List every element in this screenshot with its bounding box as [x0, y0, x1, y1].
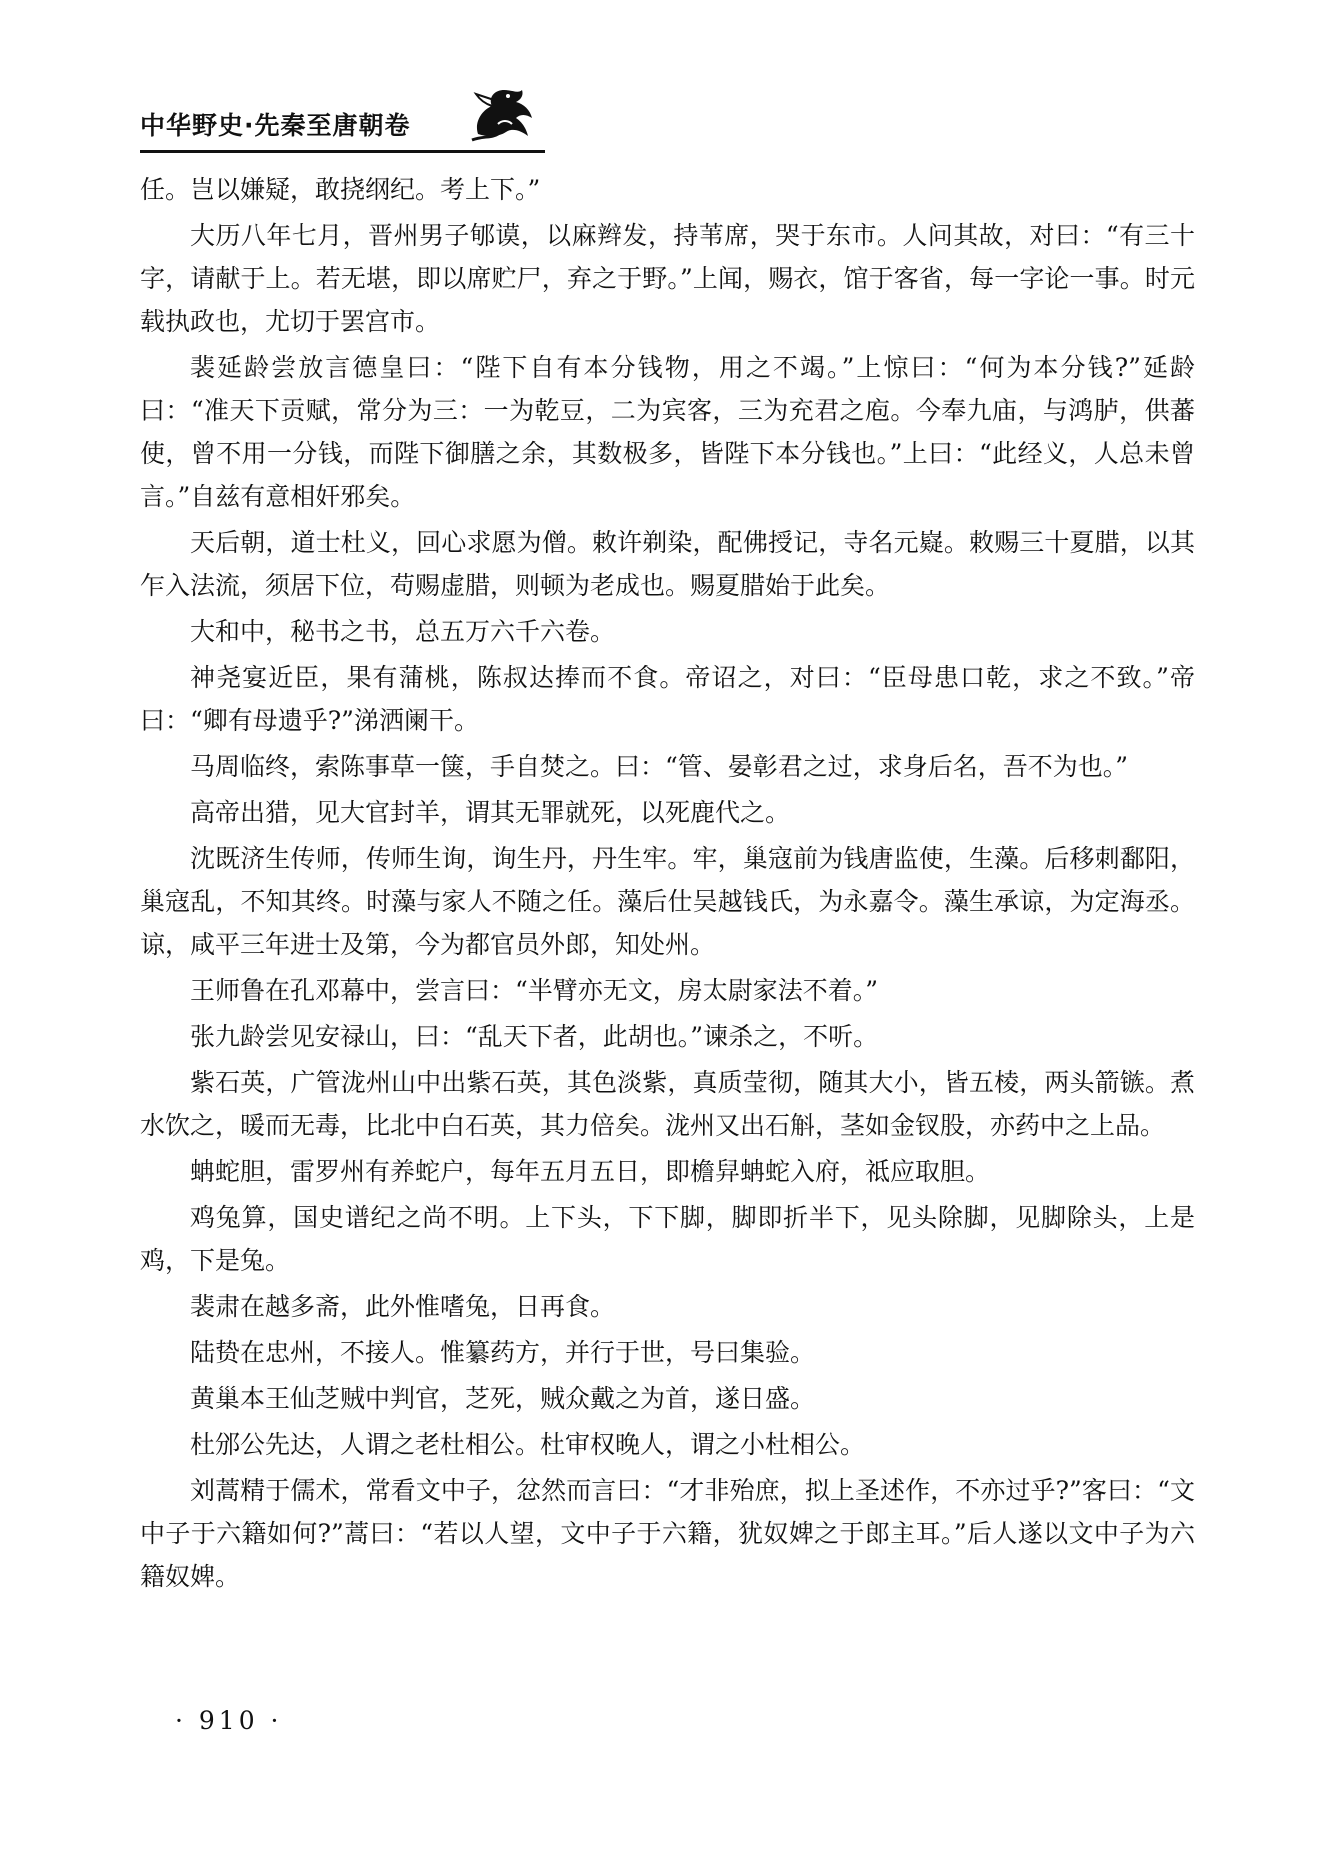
paragraph: 王师鲁在孔邓幕中，尝言曰：“半臂亦无文，房太尉家法不着。”	[190, 976, 879, 1005]
header-rule	[140, 150, 545, 153]
body-text	[140, 168, 1195, 1601]
paragraph: 张九龄尝见安禄山，曰：“乱天下者，此胡也。”谏杀之，不听。	[190, 1022, 879, 1051]
paragraph: 沈既济生传师，传师生询，询生丹，丹生牢。牢，巢寇前为钱唐监使，生藻。后移刺鄱阳，巢寇乱，不知其终。时藻与家人不随之任。藻后仕吴越钱氏，为永嘉令。藻生承谅，为定海丞。谅，咸平三年进士及第，今为都官员外郎，知处州。	[140, 844, 1195, 959]
paragraph: 裴延龄尝放言德皇曰：“陛下自有本分钱物，用之不竭。”上惊曰：“何为本分钱?”延龄曰：“准天下贡赋，常分为三：一为乾豆，二为宾客，三为充君之庖。今奉九庙，与鸿胪，供蕃使，曾不用一分钱，而陛下御膳之余，其数极多，皆陛下本分钱也。”上曰：“此经义，人总未曾言。”自兹有意相奸邪矣。	[140, 353, 1195, 511]
paragraph: 神尧宴近臣，果有蒲桃，陈叔达捧而不食。帝诏之，对曰：“臣母患口乾，求之不致。”帝曰：“卿有母遗乎?”涕洒阑干。	[140, 663, 1195, 735]
paragraph: 鸡兔算，国史谱纪之尚不明。上下头，下下脚，脚即折半下，见头除脚，见脚除头，上是鸡，下是兔。	[140, 1203, 1195, 1275]
page-number: · 910 ·	[175, 1706, 283, 1735]
paragraph: 大和中，秘书之书，总五万六千六卷。	[190, 617, 616, 646]
dragon-logo-icon	[468, 84, 540, 142]
paragraph: 黄巢本王仙芝贼中判官，芝死，贼众戴之为首，遂日盛。	[190, 1384, 816, 1413]
paragraph: 任。岂以嫌疑，敢挠纲纪。考上下。”	[140, 175, 541, 204]
paragraph: 裴肃在越多斋，此外惟嗜兔，日再食。	[190, 1292, 616, 1321]
header-title: 中华野史·先秦至唐朝卷	[140, 111, 411, 140]
paragraph: 紫石英，广管泷州山中出紫石英，其色淡紫，真质莹彻，随其大小，皆五棱，两头箭镞。煮水饮之，暖而无毒，比北中白石英，其力倍矣。泷州又出石斛，茎如金钗股，亦药中之上品。	[140, 1068, 1195, 1140]
running-header	[140, 84, 545, 148]
paragraph: 高帝出猎，见大官封羊，谓其无罪就死，以死鹿代之。	[190, 798, 791, 827]
paragraph: 天后朝，道士杜义，回心求愿为僧。敕许剃染，配佛授记，寺名元嶷。敕赐三十夏腊，以其乍入法流，须居下位，苟赐虚腊，则顿为老成也。赐夏腊始于此矣。	[140, 528, 1195, 600]
paragraph: 杜邠公先达，人谓之老杜相公。杜审权晚人，谓之小杜相公。	[190, 1430, 866, 1459]
paragraph: 马周临终，索陈事草一箧，手自焚之。曰：“管、晏彰君之过，求身后名，吾不为也。”	[190, 752, 1129, 781]
paragraph: 蚺蛇胆，雷罗州有养蛇户，每年五月五日，即檐舁蚺蛇入府，祗应取胆。	[190, 1157, 991, 1186]
paragraph: 陆贽在忠州，不接人。惟纂药方，并行于世，号曰集验。	[190, 1338, 816, 1367]
paragraph: 大历八年七月，晋州男子郇谟，以麻辫发，持苇席，哭于东市。人问其故，对曰：“有三十字，请献于上。若无堪，即以席贮尸，弃之于野。”上闻，赐衣，馆于客省，每一字论一事。时元载执政也，尤切于罢宫市。	[140, 221, 1195, 336]
paragraph: 刘蒿精于儒术，常看文中子，忿然而言曰：“才非殆庶，拟上圣述作，不亦过乎?”客曰：“文中子于六籍如何?”蒿曰：“若以人望，文中子于六籍，犹奴婢之于郎主耳。”后人遂以文中子为六籍奴婢。	[140, 1476, 1195, 1591]
